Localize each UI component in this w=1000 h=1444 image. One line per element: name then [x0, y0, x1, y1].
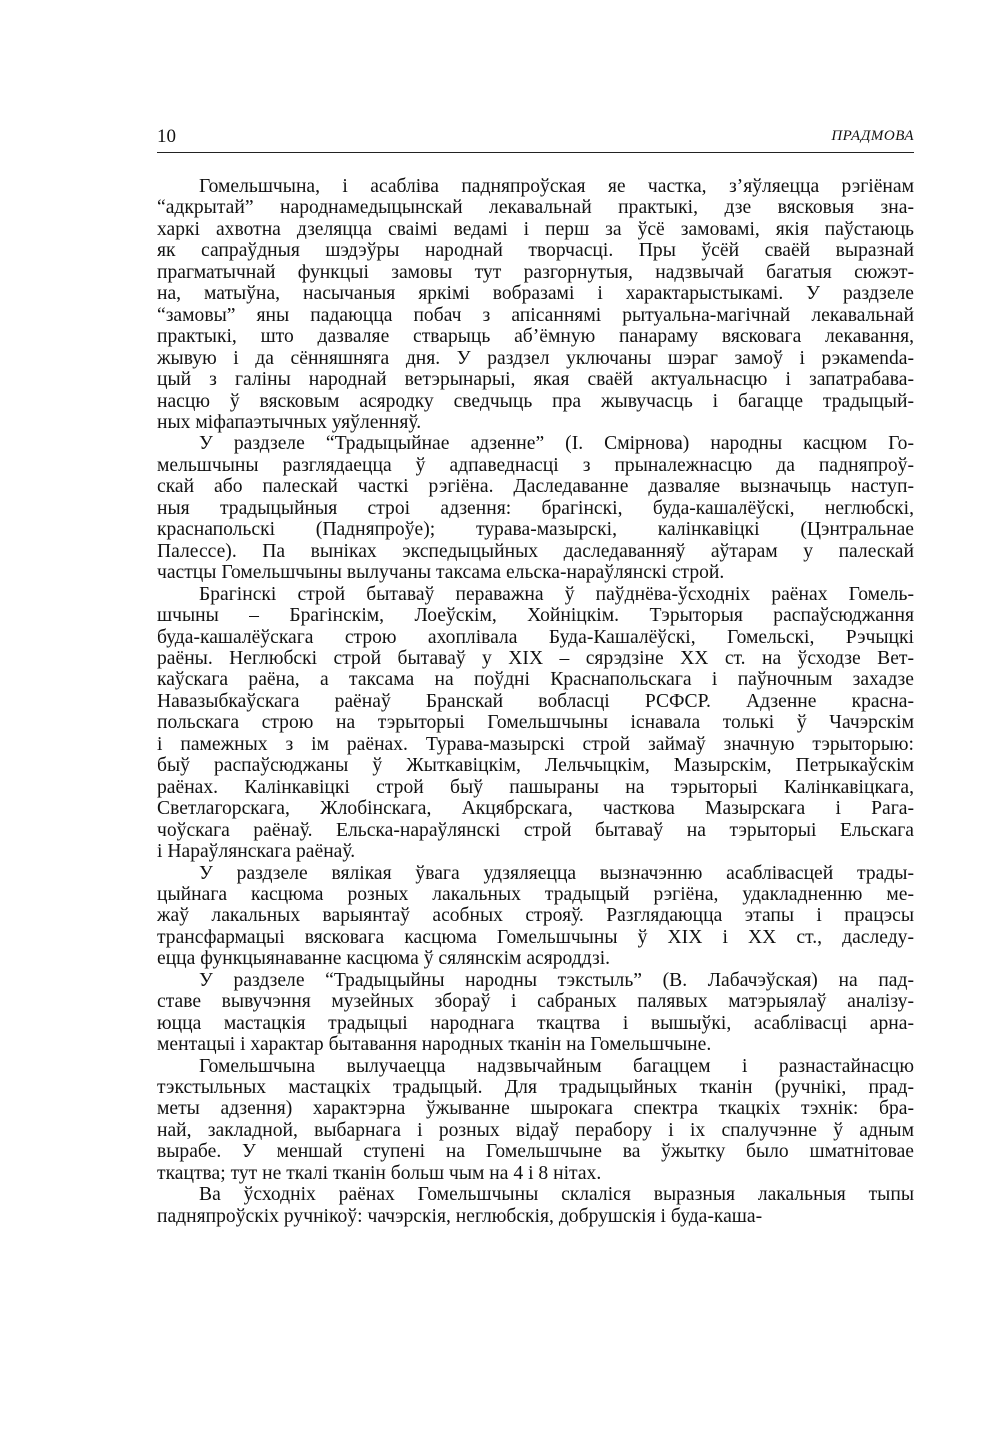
text-line: юцца мастацкія традыцыі народнага ткацтва і вышыўкі, асаблівасці арна-	[157, 1012, 914, 1034]
text-line: Брагінскі строй бытаваў пераважна ў паўднёва-ўсходніх раёнах Гомель-	[199, 583, 914, 605]
text-line: У раздзеле “Традыцыйнае адзенне” (І. Смірнова) народны касцюм Го-	[199, 433, 914, 455]
text-line: “замовы” яны падаюцца побач з апісаннямі рытуальна-магічнай лекавальнай	[157, 304, 914, 326]
book-page	[157, 126, 914, 1227]
paragraph	[157, 433, 914, 583]
text-line: насцю ў вясковым асяродку сведчыць пра жывучасць і багацце традыцый-	[157, 390, 914, 412]
text-line: ткацтва; тут не ткалі тканін больш чым на 4 і 8 нітах.	[157, 1162, 602, 1184]
text-line: вырабе. У меншай ступені на Гомельшчыне ва ўжытку было шматнітовае	[157, 1141, 914, 1163]
text-line: практыкі, што дазваляе стварыць аб’ёмную панараму вясковага лекавання,	[157, 326, 914, 348]
text-line: ецца функцыянаванне касцюма ў сялянскім асяроддзі.	[157, 948, 611, 970]
text-line: харкі ахвотна дзеляцца сваімі ведамі і перш за ўсё замовамі, якія паўстаюць	[157, 218, 914, 240]
text-line: быў распаўсюджаны ў Жыткавіцкім, Лельчыцкім, Мазырскім, Петрыкаўскім	[157, 755, 914, 777]
body-text	[157, 176, 914, 1227]
text-line: У раздзеле вялікая ўвага удзяляецца вызначэнню асаблівасцей трады-	[199, 862, 914, 884]
page-number: 10	[157, 126, 176, 147]
text-line: Ва ўсходніх раёнах Гомельшчыны склаліся выразныя лакальныя тыпы	[199, 1184, 914, 1206]
paragraph	[157, 584, 914, 863]
text-line: жаў лакальных варыянтаў асобных строяў. Разглядаюцца этапы і працэсы	[157, 905, 914, 927]
text-line: меты адзення) характэрна ўжыванне шырокага спектра ткацкіх тэхнік: бра-	[157, 1098, 914, 1120]
text-line: цый з галіны народнай ветэрынарыі, якая сваёй актуальнасцю і запатрабава-	[157, 369, 914, 391]
text-line: прагматычнай функцыі замовы тут разгорнутыя, надзвычай багатыя сюжэт-	[157, 261, 914, 283]
paragraph	[157, 1184, 914, 1227]
header-rule	[157, 152, 914, 153]
text-line: У раздзеле “Традыцыйны народны тэкстыль” (В. Лабачэўская) на пад-	[199, 969, 914, 991]
text-line: тэкстыльных мастацкіх традыцый. Для традыцыйных тканін (ручнікі, прад-	[157, 1077, 914, 1099]
text-line: Гомельшчына, і асабліва падняпроўская яе частка, з’яўляецца рэгіёнам	[199, 176, 914, 197]
text-line: шчыны – Брагінскім, Лоеўскім, Хойніцкім. Тэрыторыя распаўсюджання	[157, 605, 914, 627]
section-title: ПРАДМОВА	[831, 128, 914, 144]
text-line: буда-кашалёўскага строю ахоплівала Буда-Кашалёўскі, Гомельскі, Рэчыцкі	[157, 626, 914, 648]
text-line: частцы Гомельшчыны вылучаны таксама ельска-нараўлянскі строй.	[157, 562, 725, 584]
text-line: і Нараўлянскага раёнаў.	[157, 841, 356, 863]
paragraph	[157, 1056, 914, 1185]
text-line: раёнах. Калінкавіцкі строй быў пашыраны на тэрыторыі Калінкавіцкага,	[157, 776, 914, 798]
text-line: Навазыбкаўскага раёнаў Бранскай вобласці РСФСР. Адзенне красна-	[157, 690, 914, 712]
paragraph	[157, 970, 914, 1056]
text-line: польскага строю на тэрыторыі Гомельшчыны існавала толькі ў Чачэрскім	[157, 712, 914, 734]
running-head	[157, 126, 914, 152]
paragraph	[157, 863, 914, 970]
text-line: чоўскага раёнаў. Ельска-нараўлянскі строй бытаваў на тэрыторыі Ельскага	[157, 819, 914, 841]
text-line: “адкрытай” народнамедыцынскай лекавальнай практыкі, дзе вясковыя зна-	[157, 197, 914, 219]
text-line: Светлагорскага, Жлобінскага, Акцябрскага, часткова Мазырскага і Рага-	[157, 798, 914, 820]
text-line: і памежных з ім раёнах. Турава-мазырскі строй займаў значную тэрыторыю:	[157, 733, 914, 755]
text-line: цыйнага касцюма розных лакальных традыцый рэгіёна, удакладненню ме-	[157, 883, 914, 905]
text-line: Палессе). Па выніках экспедыцыйных даследаванняў аўтарам у палескай	[157, 540, 914, 562]
text-line: раёны. Неглюбскі строй бытаваў у XIX – сярэдзіне XX ст. на ўсходзе Вет-	[157, 647, 914, 669]
text-line: ментацыі і характар бытавання народных тканін на Гомельшчыне.	[157, 1034, 712, 1056]
text-line: ныя традыцыйныя строі адзення: брагінскі, буда-кашалёўскі, неглюбскі,	[157, 497, 914, 519]
paragraph	[157, 176, 914, 433]
text-line: краснапольскі (Падняпроўе); турава-мазырскі, калінкавіцкі (Цэнтральнае	[157, 519, 914, 541]
text-line: ставе вывучэння музейных збораў і сабраных палявых матэрыялаў аналізу-	[157, 991, 914, 1013]
text-line: ных міфапаэтычных уяўленняў.	[157, 411, 422, 433]
text-line: як сапраўдныя шэдэўры народнай творчасці. Пры ўсёй сваёй выразнай	[157, 240, 914, 262]
text-line: падняпроўскіх ручнікоў: чачэрскія, неглюбскія, добрушскія і буда-каша-	[157, 1205, 763, 1227]
text-line: каўскага раёна, а таксама на поўдні Краснапольскага і паўночным захадзе	[157, 669, 914, 691]
text-line: мельшчыны разглядаецца ў адпаведнасці з прыналежнасцю да падняпроў-	[157, 454, 914, 476]
text-line: жывую і да сённяшняга дня. У раздзел уключаны шэраг замоў і рэкамenda-	[157, 347, 914, 369]
text-line: скай або палескай часткі рэгіёна. Даследаванне дазваляе вызначыць наступ-	[157, 476, 914, 498]
text-line: трансфармацыі вясковага касцюма Гомельшчыны ў XIX і XX ст., даследу-	[157, 926, 914, 948]
text-line: Гомельшчына вылучаецца надзвычайным багаццем і разнастайнасцю	[199, 1055, 914, 1077]
text-line: най, закладной, выбарнага і розных відаў перабору і іх спалучэнне ў адным	[157, 1119, 914, 1141]
text-line: на, матыўна, насычаныя яркімі вобразамі і характарыстыкамі. У раздзеле	[157, 283, 914, 305]
